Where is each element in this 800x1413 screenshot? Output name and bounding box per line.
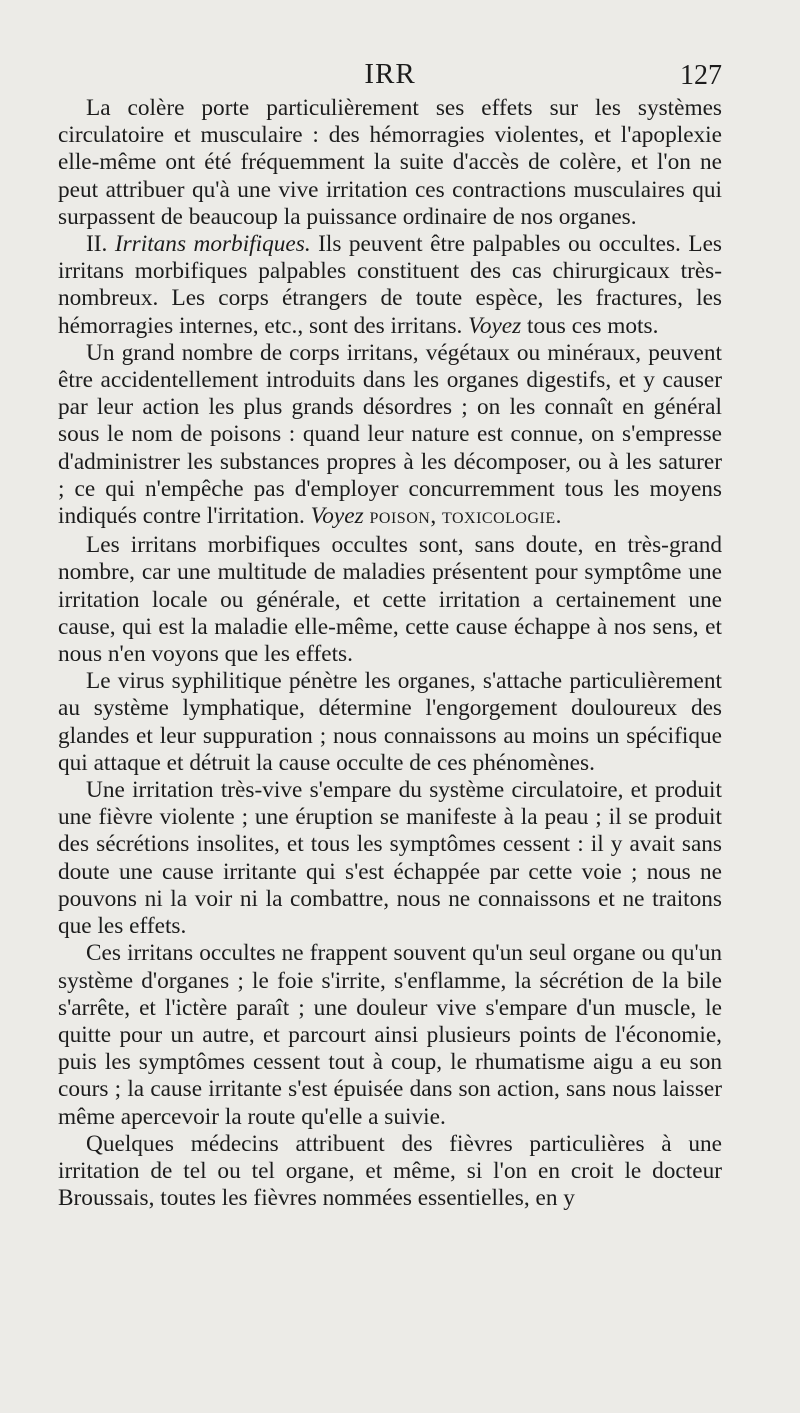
voyez-ref: Voyez — [468, 312, 522, 339]
paragraph-3-text: Un grand nombre de corps irritans, végétaux ou minéraux, peuvent être accidentellement introduits dans les organes digestifs, et y causer par leur action les plus grands désordres ; on les connaît en général sous le nom de poisons : quand leur nature est connue, on s'empresse d'administrer les substances propres à les décomposer, ou à les saturer ; ce qui n'empêche pas d'employer concurremment tous les moyens indiqués contre l'irritation. — [58, 339, 722, 530]
paragraph-2-end: tous ces mots. — [521, 312, 659, 339]
paragraph-5: Le virus syphilitique pénètre les organes, s'attache particulièrement au système lymphatique, détermine l'engorgement douloureux des glandes et leur suppuration ; nous connaissons au moins un spécifique qui attaque et détruit la cause occulte de ces phénomènes. — [58, 668, 722, 776]
section-number: II. — [86, 231, 108, 258]
paragraph-4: Les irritans morbifiques occultes sont, sans doute, en très-grand nombre, car une multitude de maladies présentent pour symptôme une irritation locale ou générale, et cette irritation a certainement une cause, qui est la maladie elle-même, cette cause échappe à nos sens, et nous n'en voyons que les effets. — [58, 532, 722, 668]
cross-ref-poison: POISON — [369, 510, 431, 528]
paragraph-3-end: . — [555, 503, 562, 530]
page-number: 127 — [680, 60, 722, 91]
section-title: Irritans morbifiques. — [114, 231, 311, 258]
cross-ref-toxicologie: TOXICOLOGIE — [441, 510, 556, 528]
paragraph-2-text: Ils peuvent être palpables ou occultes. Les irritans morbifiques palpables constituent des cas chirurgicaux très-nombreux. Les corps étrangers de toute espèce, les fractures, les hémorragies internes, etc., sont des irritans. — [58, 231, 722, 339]
paragraph-2 — [58, 231, 722, 340]
cross-ref-separator: , — [430, 503, 442, 530]
paragraph-1: La colère porte particulièrement ses effets sur les systèmes circulatoire et musculaire : des hémorragies violentes, et l'apoplexie elle-même ont été fréquemment la suite d'accès de colère, et l'on ne peut attribuer qu'à une vive irritation ces contractions musculaires qui surpassent de beaucoup la puissance ordinaire de nos organes. — [58, 95, 722, 230]
paragraph-3 — [58, 340, 722, 532]
paragraph-6: Une irritation très-vive s'empare du système circulatoire, et produit une fièvre violente ; une éruption se manifeste à la peau ; il se produit des sécrétions insolites, et tous les symptômes cessent : il y avait sans doute une cause irritante qui s'est échappée par cette voie ; nous ne pouvons ni la voir ni la combattre, nous ne connaissons et ne traitons que les effets. — [58, 777, 722, 940]
running-head: IRR — [364, 58, 416, 90]
page-header — [58, 58, 722, 98]
paragraph-7: Ces irritans occultes ne frappent souvent qu'un seul organe ou qu'un système d'organes ; le foie s'irrite, s'enflamme, la sécrétion de la bile s'arrête, et l'ictère paraît ; une douleur vive s'empare d'un muscle, le quitte pour un autre, et parcourt ainsi plusieurs points de l'économie, puis les symptômes cessent tout à coup, le rhumatisme aigu a eu son cours ; la cause irritante s'est épuisée dans son action, sans nous laisser même apercevoir la route qu'elle a suivie. — [58, 940, 722, 1130]
paragraph-8: Quelques médecins attribuent des fièvres particulières à une irritation de tel ou tel organe, et même, si l'on en croit le docteur Broussais, toutes les fièvres nommées essentielles, en y — [58, 1130, 722, 1212]
voyez-ref: Voyez — [310, 503, 364, 530]
body-text — [58, 95, 722, 1212]
